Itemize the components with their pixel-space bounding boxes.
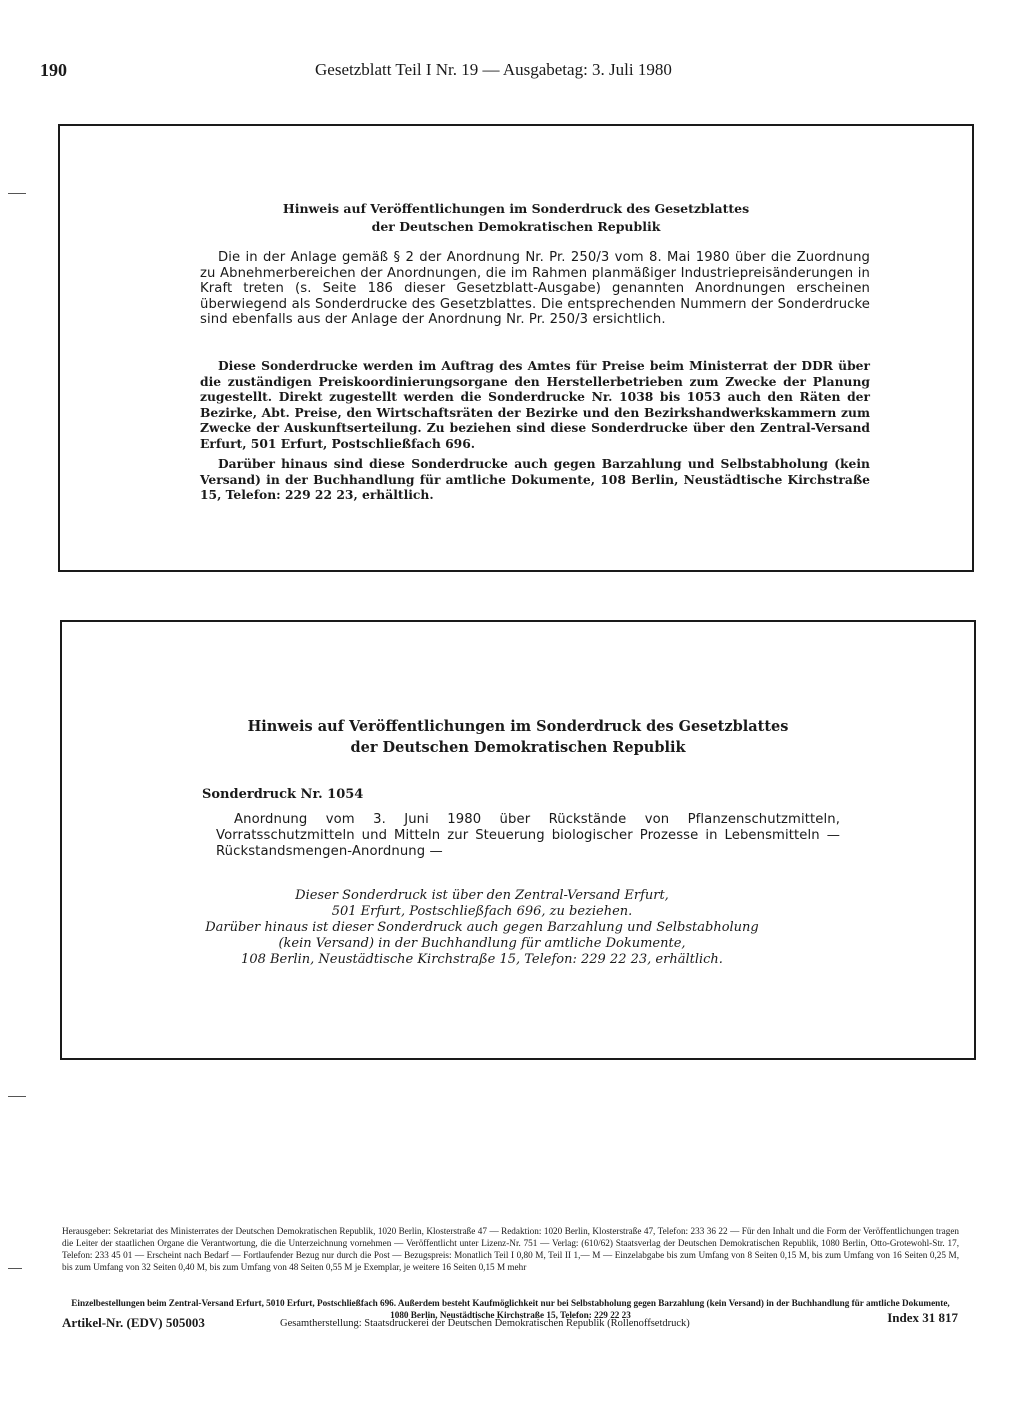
ordering-info-line: (kein Versand) in der Buchhandlung für amtliche Dokumente,	[278, 936, 686, 951]
notice-heading-line1: Hinweis auf Veröffentlichungen im Sonderdruck des Gesetzblattes	[282, 201, 750, 216]
scan-mark	[8, 1096, 26, 1097]
ordering-info-line: Darüber hinaus ist dieser Sonderdruck auch gegen Barzahlung und Selbstabholung	[205, 920, 759, 935]
scan-mark	[8, 1268, 22, 1269]
ordering-info-line: Dieser Sonderdruck ist über den Zentral-Versand Erfurt,	[295, 888, 669, 903]
scan-mark	[8, 193, 26, 194]
notice-heading	[60, 200, 972, 236]
index-number: Index 31 817	[887, 1310, 958, 1325]
sonderdruck-number: Sonderdruck Nr. 1054	[202, 787, 364, 802]
notice-paragraph: Die in der Anlage gemäß § 2 der Anordnung Nr. Pr. 250/3 vom 8. Mai 1980 über die Zuordnung zu Abnehmerbereichen der Anordnungen, die im Rahmen planmäßiger Industriepreisänderungen in Kraft treten (s. Seite 186 dieser Gesetzblatt-Ausgabe) genannten Anordnungen erscheinen überwiegend als Sonderdrucke des Gesetzblattes. Die entsprechenden Nummern der Sonderdrucke sind ebenfalls aus der Anlage der Anordnung Nr. Pr. 250/3 ersichtlich.	[200, 250, 870, 328]
page-header	[40, 58, 970, 88]
page-number: 190	[40, 60, 67, 80]
notice-heading-line2: der Deutschen Demokratischen Republik	[350, 739, 686, 756]
notice-box-sonderdruck	[60, 620, 976, 1060]
ordering-info	[172, 888, 792, 968]
notice-paragraph-bold: Darüber hinaus sind diese Sonderdrucke auch gegen Barzahlung und Selbstabholung (kein Versand) in der Buchhandlung für amtliche Dokumente, 108 Berlin, Neustädtische Kirchstraße 15, Telefon: 229 22 23, erhältlich.	[200, 456, 870, 503]
ordinance-title: Anordnung vom 3. Juni 1980 über Rückstände von Pflanzenschutzmitteln, Vorratsschutzmitteln und Mitteln zur Steuerung biologischer Prozesse in Lebensmitteln — Rückstandsmengen-Anordnung —	[216, 812, 840, 859]
notice-paragraph-bold: Diese Sonderdrucke werden im Auftrag des Amtes für Preise beim Ministerrat der DDR über die zuständigen Preiskoordinierungsorgane den Herstellerbetrieben zum Zwecke der Planung zugestellt. Direkt zugestellt werden die Sonderdrucke Nr. 1038 bis 1053 auch den Räten der Bezirke, Abt. Preise, den Wirtschaftsräten der Bezirke und den Bezirkshandwerkskammern zum Zwecke der Auskunftserteilung. Zu beziehen sind diese Sonderdrucke über den Zentral-Versand Erfurt, 501 Erfurt, Postschließfach 696.	[200, 358, 870, 451]
running-title: Gesetzblatt Teil I Nr. 19 — Ausgabetag: 3. Juli 1980	[315, 60, 672, 79]
notice-heading-line2: der Deutschen Demokratischen Republik	[371, 219, 661, 234]
article-number: Artikel-Nr. (EDV) 505003	[62, 1315, 205, 1330]
notice-box-general	[58, 124, 974, 572]
printer-credit: Gesamtherstellung: Staatsdruckerei der Deutschen Demokratischen Republik (Rollenoffsetdruck)	[280, 1318, 690, 1329]
ordering-info-line: 501 Erfurt, Postschließfach 696, zu beziehen.	[331, 904, 633, 919]
notice-heading-line1: Hinweis auf Veröffentlichungen im Sonderdruck des Gesetzblattes	[247, 718, 789, 735]
notice-heading	[62, 716, 974, 758]
ordering-info-line: 108 Berlin, Neustädtische Kirchstraße 15, Telefon: 229 22 23, erhältlich.	[241, 952, 723, 967]
imprint-order-text: Einzelbestellungen beim Zentral-Versand Erfurt, 5010 Erfurt, Postschließfach 696. Außerdem besteht Kaufmöglichkeit nur bei Selbstabholung gegen Barzahlung (kein Versand) in der Buchhandlung für amtliche Dokumente, 1080 Berlin, Neustädtische Kirchstraße 15, Telefon: 229 22 23	[71, 1298, 950, 1320]
imprint-text: Herausgeber: Sekretariat des Ministerrates der Deutschen Demokratischen Republik, 1020 Berlin, Klosterstraße 47 — Redaktion: 1020 Berlin, Klosterstraße 47, Telefon: 233 36 22 — Für den Inhalt und die Form der Veröffentlichungen tragen die Leiter der staatlichen Organe die Verantwortung, die die Unterzeichnung vornehmen — Veröffentlicht unter Lizenz-Nr. 751 — Verlag: (610/62) Staatsverlag der Deutschen Demokratischen Republik, 1080 Berlin, Otto-Grotewohl-Str. 17, Telefon: 233 45 01 — Erscheint nach Bedarf — Fortlaufender Bezug nur durch die Post — Bezugspreis: Monatlich Teil I 0,80 M, Teil II 1,— M — Einzelabgabe bis zum Umfang von 8 Seiten 0,15 M, bis zum Umfang von 16 Seiten 0,25 M, bis zum Umfang von 32 Seiten 0,40 M, bis zum Umfang von 48 Seiten 0,55 M je Exemplar, je weitere 16 Seiten 0,15 M mehr	[62, 1226, 959, 1272]
